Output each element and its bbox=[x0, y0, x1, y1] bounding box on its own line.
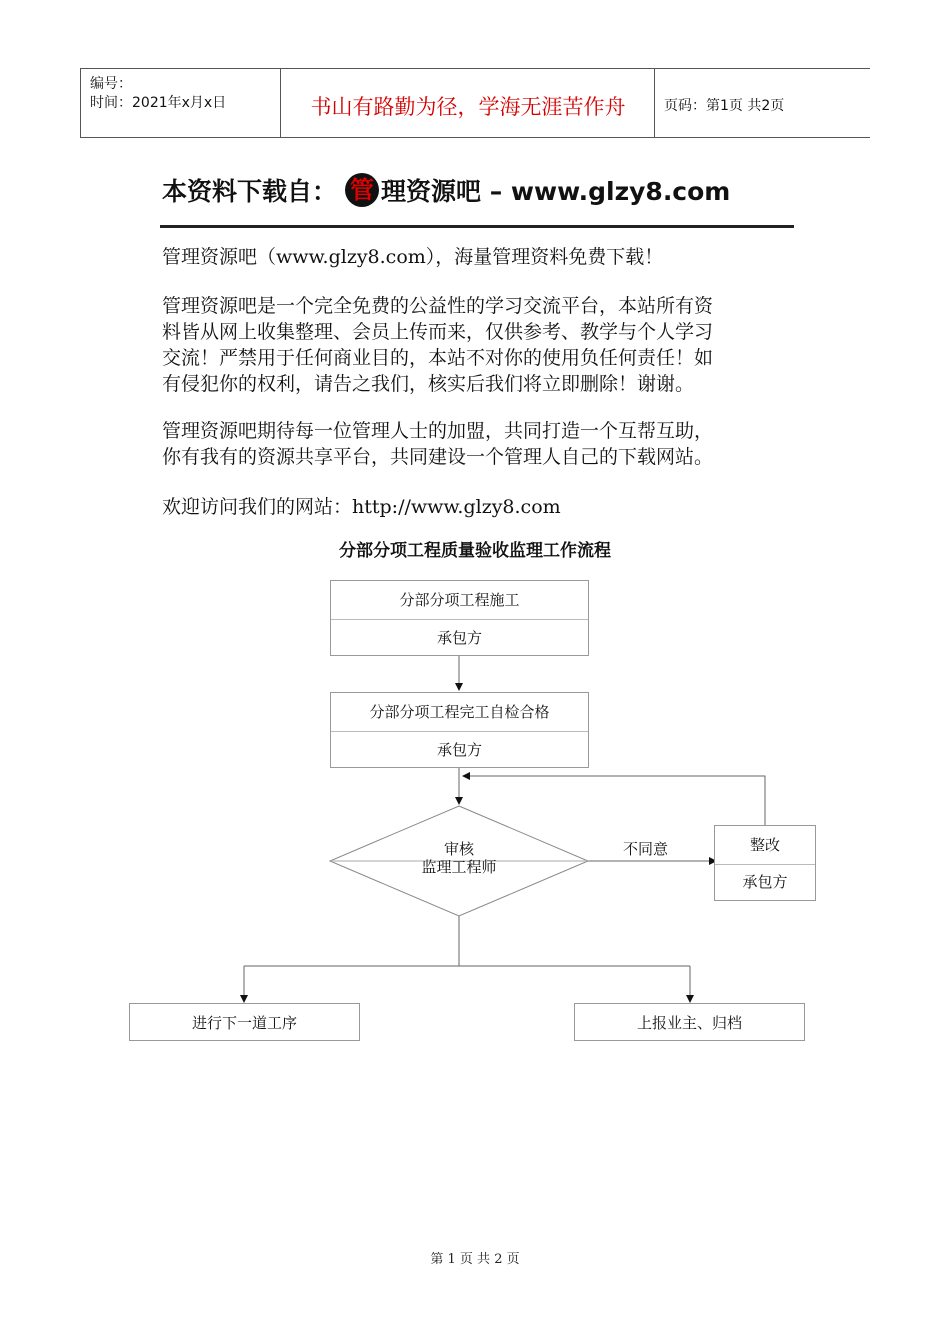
welcome-text: 欢迎访问我们的网站：http://www.glzy8.com bbox=[162, 496, 561, 518]
paragraph-line: 管理资源吧期待每一位管理人士的加盟，共同打造一个互帮互助， bbox=[162, 420, 714, 442]
document-title: 分部分项工程质量验收监理工作流程 bbox=[339, 541, 611, 561]
step-report-archive-label: 上报业主、归档 bbox=[636, 1014, 742, 1032]
step-construction-title: 分部分项工程施工 bbox=[399, 591, 520, 609]
review-decision bbox=[400, 840, 518, 876]
paragraph-line: 交流！严禁用于任何商业目的，本站不对你的使用负任何责任！如 bbox=[162, 347, 714, 369]
step-rectify-title: 整改 bbox=[749, 836, 780, 854]
banner-text-right: 理资源吧 – www.glzy8.com bbox=[381, 177, 731, 206]
intro-line-text: 管理资源吧（www.glzy8.com），海量管理资料免费下载！ bbox=[162, 246, 664, 268]
step-self-inspection-actor: 承包方 bbox=[436, 741, 482, 759]
site-logo-icon: 管 bbox=[345, 173, 379, 207]
box-divider bbox=[331, 731, 588, 732]
step-construction-box bbox=[330, 580, 589, 656]
connector-rectify-return bbox=[463, 776, 765, 825]
step-self-inspection-title: 分部分项工程完工自检合格 bbox=[369, 703, 550, 721]
review-title: 审核 bbox=[443, 840, 474, 858]
step-rectify-box bbox=[714, 825, 816, 901]
step-report-archive-box bbox=[574, 1003, 805, 1041]
step-next-process-box bbox=[129, 1003, 360, 1041]
header-motto: 书山有路勤为径，学海无涯苦作舟 bbox=[310, 95, 626, 119]
step-self-inspection-box bbox=[330, 692, 589, 768]
step-next-process-label: 进行下一道工序 bbox=[191, 1014, 297, 1032]
paragraph-line: 有侵犯你的权利，请告之我们，核实后我们将立即删除！谢谢。 bbox=[162, 373, 695, 395]
banner-text-left: 本资料下载自： bbox=[162, 177, 338, 206]
page-footer: 第 1 页 共 2 页 bbox=[430, 1252, 520, 1267]
code-label: 编号： bbox=[90, 76, 132, 92]
review-actor: 监理工程师 bbox=[421, 858, 497, 876]
step-construction-actor: 承包方 bbox=[436, 629, 482, 647]
paragraph-line: 管理资源吧是一个完全免费的公益性的学习交流平台，本站所有资 bbox=[162, 295, 714, 317]
step-rectify-actor: 承包方 bbox=[742, 873, 788, 891]
header-page-info: 页码：第1页 共2页 bbox=[664, 98, 785, 114]
time-label: 时间：2021年x月x日 bbox=[90, 95, 227, 111]
paragraph-line: 料皆从网上收集整理、会员上传而来，仅供参考、教学与个人学习 bbox=[162, 321, 714, 343]
box-divider bbox=[715, 864, 815, 865]
box-divider bbox=[331, 619, 588, 620]
paragraph-line: 你有我有的资源共享平台，共同建设一个管理人自己的下载网站。 bbox=[162, 446, 714, 468]
reject-label: 不同意 bbox=[623, 840, 669, 858]
